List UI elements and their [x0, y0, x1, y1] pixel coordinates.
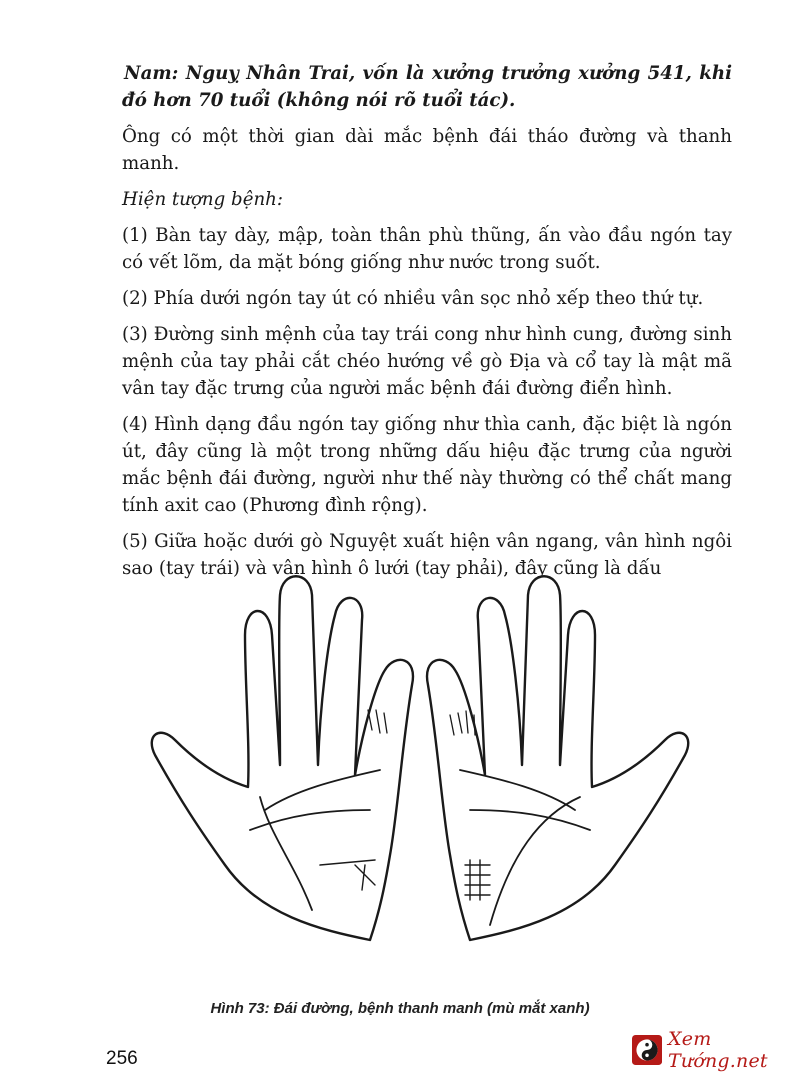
site-watermark [632, 1028, 800, 1072]
symptom-item-5: (5) Giữa hoặc dưới gò Nguyệt xuất hiện vân ngang, vân hình ngôi sao (tay trái) và vân hình ô lưới (tay phải), đây cũng là dấu [122, 531, 732, 579]
page-number: 256 [106, 1048, 138, 1069]
body-text [122, 60, 732, 591]
intro-paragraph: Ông có một thời gian dài mắc bệnh đái tháo đường và thanh manh. [122, 126, 732, 174]
right-hand-drawing [427, 576, 688, 940]
case-heading: Nam: Nguỵ Nhân Trai, vốn là xưởng trưởng xưởng 541, khi đó hơn 70 tuổi (không nói rõ tuổi tác). [122, 63, 732, 111]
figure-caption: Hình 73: Đái đường, bệnh thanh manh (mù mắt xanh) [210, 1000, 590, 1017]
watermark-text: Xem Tướng.net [668, 1028, 768, 1072]
symptoms-label: Hiện tượng bệnh: [122, 189, 284, 210]
symptom-item-1: (1) Bàn tay dày, mập, toàn thân phù thũng, ấn vào đầu ngón tay có vết lõm, da mặt bóng giống như nước trong suốt. [122, 225, 732, 273]
yin-yang-icon [632, 1033, 662, 1067]
symptom-item-4: (4) Hình dạng đầu ngón tay giống như thìa canh, đặc biệt là ngón út, đây cũng là một trong những dấu hiệu đặc trưng của người mắc bệnh đái đường, người như thế này thường có thể chất mang tính axit cao (Phương đình rộng). [122, 414, 732, 516]
left-hand-drawing [152, 576, 413, 940]
symptom-item-2: (2) Phía dưới ngón tay út có nhiều vân sọc nhỏ xếp theo thứ tự. [122, 288, 704, 309]
palm-illustration [140, 565, 700, 985]
symptom-item-3: (3) Đường sinh mệnh của tay trái cong như hình cung, đường sinh mệnh của tay phải cắt chéo hướng về gò Địa và cổ tay là mật mã vân tay đặc trưng của người mắc bệnh đái đường điển hình. [122, 324, 732, 399]
